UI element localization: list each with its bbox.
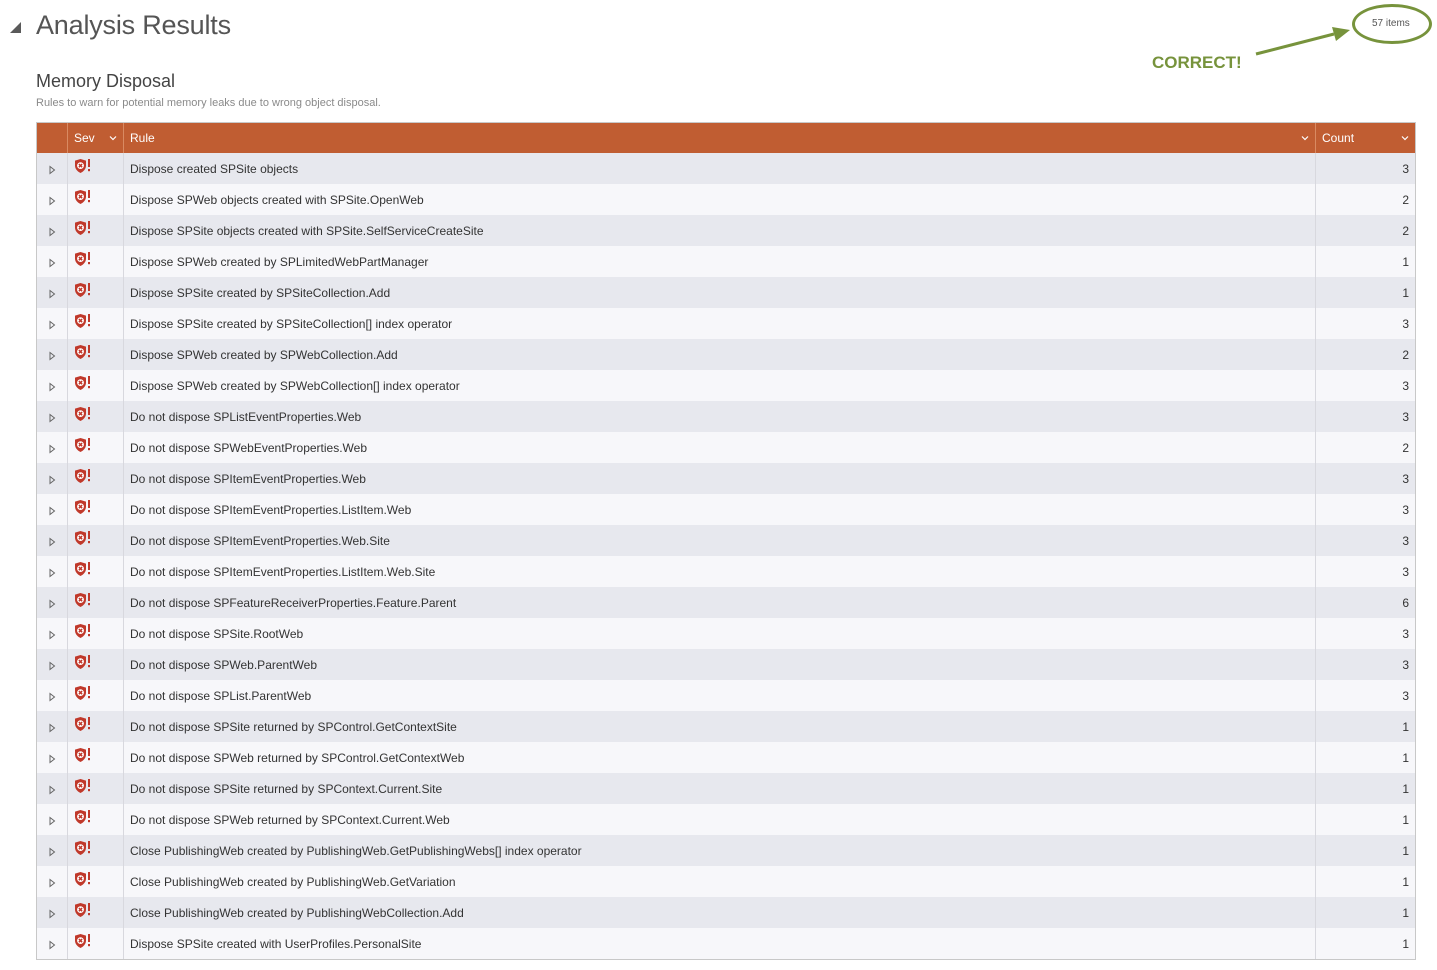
expand-arrow-icon[interactable] — [48, 196, 56, 206]
row-expander-cell — [37, 587, 68, 618]
error-icon — [74, 840, 92, 856]
rule-cell: Dispose SPSite objects created with SPSite.SelfServiceCreateSite — [124, 215, 1316, 246]
error-icon — [74, 902, 92, 918]
severity-cell — [68, 494, 124, 525]
table-row[interactable] — [37, 432, 1415, 463]
expand-arrow-icon[interactable] — [48, 413, 56, 423]
error-icon — [74, 313, 92, 329]
expand-arrow-icon[interactable] — [48, 599, 56, 609]
rule-cell: Close PublishingWeb created by PublishingWeb.GetPublishingWebs[] index operator — [124, 835, 1316, 866]
severity-cell — [68, 711, 124, 742]
severity-cell — [68, 618, 124, 649]
severity-cell — [68, 277, 124, 308]
table-row[interactable] — [37, 773, 1415, 804]
rule-cell: Do not dispose SPWeb returned by SPContext.Current.Web — [124, 804, 1316, 835]
error-icon — [74, 158, 92, 174]
row-expander-cell — [37, 308, 68, 339]
rule-cell: Do not dispose SPWeb.ParentWeb — [124, 649, 1316, 680]
count-cell: 1 — [1402, 750, 1409, 765]
error-icon — [74, 282, 92, 298]
severity-cell — [68, 649, 124, 680]
row-expander-cell — [37, 773, 68, 804]
severity-cell — [68, 153, 124, 184]
error-icon — [74, 809, 92, 825]
count-cell: 2 — [1402, 223, 1409, 238]
count-cell: 1 — [1402, 874, 1409, 889]
error-icon — [74, 871, 92, 887]
count-cell: 3 — [1402, 409, 1409, 424]
expand-arrow-icon[interactable] — [48, 661, 56, 671]
severity-cell — [68, 866, 124, 897]
row-expander-cell — [37, 215, 68, 246]
section-title: Memory Disposal — [36, 71, 176, 91]
row-expander-cell — [37, 184, 68, 215]
row-expander-cell — [37, 339, 68, 370]
table-row[interactable] — [37, 928, 1415, 959]
count-cell: 1 — [1402, 936, 1409, 951]
expand-arrow-icon[interactable] — [48, 382, 56, 392]
severity-cell — [68, 556, 124, 587]
expand-arrow-icon[interactable] — [48, 258, 56, 268]
rule-cell: Do not dispose SPSite returned by SPContext.Current.Site — [124, 773, 1316, 804]
grid-header — [37, 123, 1415, 153]
severity-cell — [68, 370, 124, 401]
error-icon — [74, 685, 92, 701]
severity-cell — [68, 432, 124, 463]
table-row[interactable] — [37, 866, 1415, 897]
error-icon — [74, 499, 92, 515]
expand-arrow-icon[interactable] — [48, 289, 56, 299]
rule-cell: Do not dispose SPListEventProperties.Web — [124, 401, 1316, 432]
section-description: Rules to warn for potential memory leaks due to wrong object disposal. — [36, 97, 381, 109]
rule-cell: Dispose SPWeb created by SPWebCollection[] index operator — [124, 370, 1316, 401]
rule-cell: Do not dispose SPItemEventProperties.Web.Site — [124, 525, 1316, 556]
severity-cell — [68, 463, 124, 494]
expand-arrow-icon[interactable] — [48, 816, 56, 826]
count-cell: 2 — [1402, 192, 1409, 207]
table-row[interactable] — [37, 618, 1415, 649]
table-row[interactable] — [37, 246, 1415, 277]
row-expander-cell — [37, 556, 68, 587]
expand-arrow-icon[interactable] — [48, 723, 56, 733]
rule-cell: Do not dispose SPList.ParentWeb — [124, 680, 1316, 711]
rule-cell: Do not dispose SPItemEventProperties.ListItem.Web.Site — [124, 556, 1316, 587]
count-cell: 3 — [1402, 657, 1409, 672]
expand-arrow-icon[interactable] — [48, 537, 56, 547]
count-cell: 3 — [1402, 316, 1409, 331]
count-cell: 6 — [1402, 595, 1409, 610]
row-expander-cell — [37, 804, 68, 835]
expand-arrow-icon[interactable] — [48, 878, 56, 888]
severity-cell — [68, 308, 124, 339]
severity-cell — [68, 525, 124, 556]
header-rule-label: Rule — [130, 131, 155, 145]
rule-cell: Close PublishingWeb created by PublishingWebCollection.Add — [124, 897, 1316, 928]
error-icon — [74, 778, 92, 794]
rule-cell: Close PublishingWeb created by PublishingWeb.GetVariation — [124, 866, 1316, 897]
rule-cell: Do not dispose SPItemEventProperties.Web — [124, 463, 1316, 494]
row-expander-cell — [37, 742, 68, 773]
expand-arrow-icon[interactable] — [48, 165, 56, 175]
severity-cell — [68, 773, 124, 804]
error-icon — [74, 716, 92, 732]
rule-cell: Do not dispose SPItemEventProperties.ListItem.Web — [124, 494, 1316, 525]
header-count-label: Count — [1322, 131, 1355, 145]
severity-cell — [68, 184, 124, 215]
error-icon — [74, 530, 92, 546]
table-row[interactable] — [37, 308, 1415, 339]
table-row[interactable] — [37, 649, 1415, 680]
error-icon — [74, 592, 92, 608]
table-row[interactable] — [37, 494, 1415, 525]
row-expander-cell — [37, 897, 68, 928]
count-cell: 3 — [1402, 564, 1409, 579]
row-expander-cell — [37, 618, 68, 649]
error-icon — [74, 437, 92, 453]
row-expander-cell — [37, 525, 68, 556]
count-cell: 3 — [1402, 161, 1409, 176]
rule-cell: Dispose created SPSite objects — [124, 153, 1316, 184]
rule-cell: Do not dispose SPFeatureReceiverProperties.Feature.Parent — [124, 587, 1316, 618]
expand-arrow-icon[interactable] — [48, 506, 56, 516]
expand-arrow-icon[interactable] — [48, 940, 56, 950]
error-icon — [74, 561, 92, 577]
expand-arrow-icon[interactable] — [48, 847, 56, 857]
count-cell: 2 — [1402, 440, 1409, 455]
chevron-down-icon[interactable] — [1301, 134, 1309, 142]
row-expander-cell — [37, 432, 68, 463]
expand-arrow-icon[interactable] — [48, 351, 56, 361]
error-icon — [74, 251, 92, 267]
severity-cell — [68, 835, 124, 866]
expand-arrow-icon[interactable] — [48, 568, 56, 578]
severity-cell — [68, 928, 124, 959]
row-expander-cell — [37, 153, 68, 184]
expand-arrow-icon[interactable] — [48, 475, 56, 485]
row-expander-cell — [37, 711, 68, 742]
expand-arrow-icon[interactable] — [48, 692, 56, 702]
severity-cell — [68, 246, 124, 277]
table-row[interactable] — [37, 711, 1415, 742]
expand-arrow-icon[interactable] — [48, 630, 56, 640]
error-icon — [74, 747, 92, 763]
table-row[interactable] — [37, 277, 1415, 308]
table-row[interactable] — [37, 215, 1415, 246]
count-cell: 1 — [1402, 812, 1409, 827]
count-cell: 1 — [1402, 781, 1409, 796]
error-icon — [74, 933, 92, 949]
count-cell: 3 — [1402, 471, 1409, 486]
row-expander-cell — [37, 370, 68, 401]
count-cell: 1 — [1402, 254, 1409, 269]
row-expander-cell — [37, 680, 68, 711]
severity-cell — [68, 401, 124, 432]
header-sev[interactable] — [68, 123, 124, 153]
table-row[interactable] — [37, 835, 1415, 866]
expand-arrow-icon[interactable] — [48, 909, 56, 919]
header-count[interactable] — [1316, 123, 1415, 153]
header-rule[interactable] — [124, 123, 1316, 153]
table-row[interactable] — [37, 680, 1415, 711]
error-icon — [74, 189, 92, 205]
count-cell: 1 — [1402, 843, 1409, 858]
table-row[interactable] — [37, 804, 1415, 835]
expand-arrow-icon[interactable] — [48, 320, 56, 330]
rule-cell: Dispose SPSite created with UserProfiles.PersonalSite — [124, 928, 1316, 959]
error-icon — [74, 220, 92, 236]
rule-cell: Do not dispose SPSite returned by SPControl.GetContextSite — [124, 711, 1316, 742]
count-cell: 1 — [1402, 285, 1409, 300]
table-row[interactable] — [37, 742, 1415, 773]
severity-cell — [68, 339, 124, 370]
rule-cell: Do not dispose SPWeb returned by SPControl.GetContextWeb — [124, 742, 1316, 773]
table-row[interactable] — [37, 556, 1415, 587]
table-row[interactable] — [37, 463, 1415, 494]
table-row[interactable] — [37, 401, 1415, 432]
table-row[interactable] — [37, 184, 1415, 215]
header-expander-column — [37, 123, 68, 153]
results-grid — [36, 122, 1416, 960]
rule-cell: Dispose SPWeb objects created with SPSite.OpenWeb — [124, 184, 1316, 215]
count-cell: 3 — [1402, 626, 1409, 641]
error-icon — [74, 375, 92, 391]
count-cell: 3 — [1402, 378, 1409, 393]
expand-arrow-icon[interactable] — [48, 444, 56, 454]
error-icon — [74, 654, 92, 670]
count-cell: 1 — [1402, 905, 1409, 920]
count-cell: 3 — [1402, 688, 1409, 703]
row-expander-cell — [37, 246, 68, 277]
row-expander-cell — [37, 401, 68, 432]
rule-cell: Do not dispose SPWebEventProperties.Web — [124, 432, 1316, 463]
table-row[interactable] — [37, 587, 1415, 618]
table-row[interactable] — [37, 370, 1415, 401]
annotation-arrow-icon — [1250, 26, 1354, 60]
severity-cell — [68, 680, 124, 711]
count-cell: 2 — [1402, 347, 1409, 362]
chevron-down-icon[interactable] — [1401, 134, 1409, 142]
expand-arrow-icon[interactable] — [48, 785, 56, 795]
rule-cell: Dispose SPWeb created by SPLimitedWebPartManager — [124, 246, 1316, 277]
row-expander-cell — [37, 494, 68, 525]
chevron-down-icon[interactable] — [109, 134, 117, 142]
item-count: 57 items — [1372, 18, 1410, 29]
header-sev-label: Sev — [74, 131, 95, 145]
count-cell: 1 — [1402, 719, 1409, 734]
rule-cell: Dispose SPSite created by SPSiteCollection[] index operator — [124, 308, 1316, 339]
count-cell: 3 — [1402, 533, 1409, 548]
severity-cell — [68, 897, 124, 928]
table-row[interactable] — [37, 153, 1415, 184]
rule-cell: Do not dispose SPSite.RootWeb — [124, 618, 1316, 649]
collapse-triangle-icon[interactable] — [8, 20, 22, 34]
grid-body — [37, 153, 1415, 959]
page-title: Analysis Results — [36, 10, 231, 40]
error-icon — [74, 468, 92, 484]
expand-arrow-icon[interactable] — [48, 754, 56, 764]
table-row[interactable] — [37, 339, 1415, 370]
annotation-label: CORRECT! — [1152, 53, 1242, 72]
count-cell: 3 — [1402, 502, 1409, 517]
row-expander-cell — [37, 649, 68, 680]
table-row[interactable] — [37, 525, 1415, 556]
error-icon — [74, 623, 92, 639]
severity-cell — [68, 587, 124, 618]
row-expander-cell — [37, 463, 68, 494]
row-expander-cell — [37, 835, 68, 866]
row-expander-cell — [37, 928, 68, 959]
rule-cell: Dispose SPSite created by SPSiteCollection.Add — [124, 277, 1316, 308]
row-expander-cell — [37, 277, 68, 308]
row-expander-cell — [37, 866, 68, 897]
expand-arrow-icon[interactable] — [48, 227, 56, 237]
severity-cell — [68, 742, 124, 773]
error-icon — [74, 406, 92, 422]
error-icon — [74, 344, 92, 360]
severity-cell — [68, 215, 124, 246]
table-row[interactable] — [37, 897, 1415, 928]
rule-cell: Dispose SPWeb created by SPWebCollection.Add — [124, 339, 1316, 370]
severity-cell — [68, 804, 124, 835]
